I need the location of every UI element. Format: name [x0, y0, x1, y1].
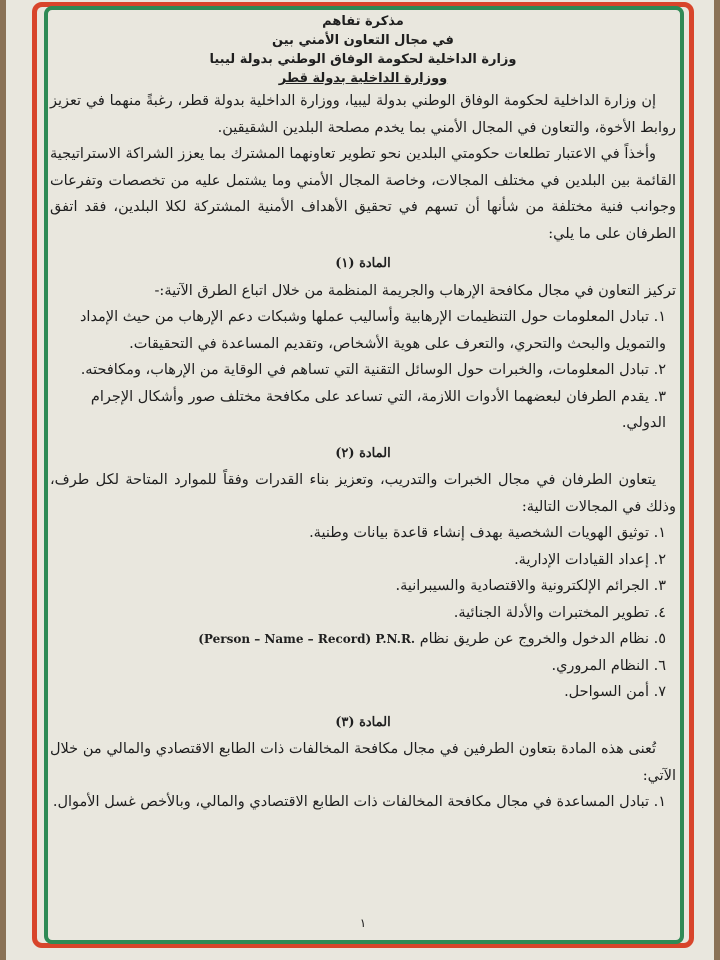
article-2-item: ٣. الجرائم الإلكترونية والاقتصادية والسيبرانية. [395, 578, 666, 594]
article-2-item-5 [50, 626, 676, 653]
header-title: مذكرة تفاهم [322, 14, 404, 29]
article-2-item: ٢. إعداد القيادات الإدارية. [514, 551, 666, 568]
pnr-system-code: (Person – Name – Record) P.N.R. [198, 632, 416, 646]
header-party-libya: وزارة الداخلية لحكومة الوفاق الوطني بدولة ليبيا [209, 52, 517, 67]
article-3-item: ١. تبادل المساعدة في مجال مكافحة المخالفات ذات الطابع الاقتصادي والمالي، وبالأخص غسل الأموال. [52, 794, 666, 810]
article-1-item: ١. تبادل المعلومات حول التنظيمات الإرهابية وأساليب عملها وشبكات دعم الإرهاب من حيث الإمداد والتمويل والبحث والتحري، والتعرف على هوية الأشخاص، وتقديم المساعدة في التحقيقات. [79, 309, 666, 352]
article-1-lead: تركيز التعاون في مجال مكافحة الإرهاب والجريمة المنظمة من خلال اتباع الطرق الآتية:- [154, 282, 676, 299]
header-subject: في مجال التعاون الأمني بين [272, 33, 454, 48]
intro-paragraph-1: إن وزارة الداخلية لحكومة الوفاق الوطني بدولة ليبيا، ووزارة الداخلية بدولة قطر، رغبةً منهما في تعزيز روابط الأخوة، والتعاون في المجال الأمني بما يخدم مصلحة البلدين الشقيقين. [50, 93, 676, 136]
article-2-item-5-text: ٥. نظام الدخول والخروج عن طريق نظام [419, 631, 666, 647]
document-paper [6, 0, 714, 960]
intro-paragraph-2: وأخذاً في الاعتبار تطلعات حكومتي البلدين نحو تطوير تعاونهما المشترك بما يعزز الشراكة الاستراتيجية القائمة بين البلدين في مختلف المجالات، وخاصة المجال الأمني وما يشتمل عليه من تخصصات وتفرعات وجوانب فنية مختلفة من شأنها أن تسهم في تحقيق الأهداف الأمنية المشتركة لكلا البلدين، فقد اتفق الطرفان على ما يلي: [50, 146, 676, 242]
page-number: ١ [359, 916, 367, 930]
article-2-item: ١. توثيق الهويات الشخصية بهدف إنشاء قاعدة بيانات وطنية. [309, 525, 666, 541]
article-3-lead: تُعنى هذه المادة بتعاون الطرفين في مجال مكافحة المخالفات ذات الطابع الاقتصادي والمالي من خلال الآتي: [50, 741, 676, 784]
article-2-item: ٦. النظام المروري. [551, 657, 666, 674]
article-3-title: المادة (٣) [335, 714, 391, 730]
document-header [50, 12, 676, 88]
article-2-lead: يتعاون الطرفان في مجال الخبرات والتدريب، وتعزيز بناء القدرات وفقاً للموارد المتاحة لكل طرف، وذلك في المجالات التالية: [50, 472, 676, 515]
article-2-item: ٧. أمن السواحل. [564, 684, 666, 700]
document-body [50, 10, 676, 940]
article-2-title: المادة (٢) [335, 445, 391, 461]
header-party-qatar: ووزارة الداخلية بدولة قطر [278, 71, 448, 86]
article-2-item: ٤. تطوير المختبرات والأدلة الجنائية. [453, 604, 666, 621]
article-1-item: ٣. يقدم الطرفان لبعضهما الأدوات اللازمة، التي تساعد على مكافحة مختلف صور وأشكال الإجرام الدولي. [90, 388, 666, 431]
article-1-item: ٢. تبادل المعلومات، والخبرات حول الوسائل التقنية التي تساهم في الوقاية من الإرهاب، ومكافحته. [80, 362, 666, 378]
article-1-title: المادة (١) [335, 256, 391, 271]
